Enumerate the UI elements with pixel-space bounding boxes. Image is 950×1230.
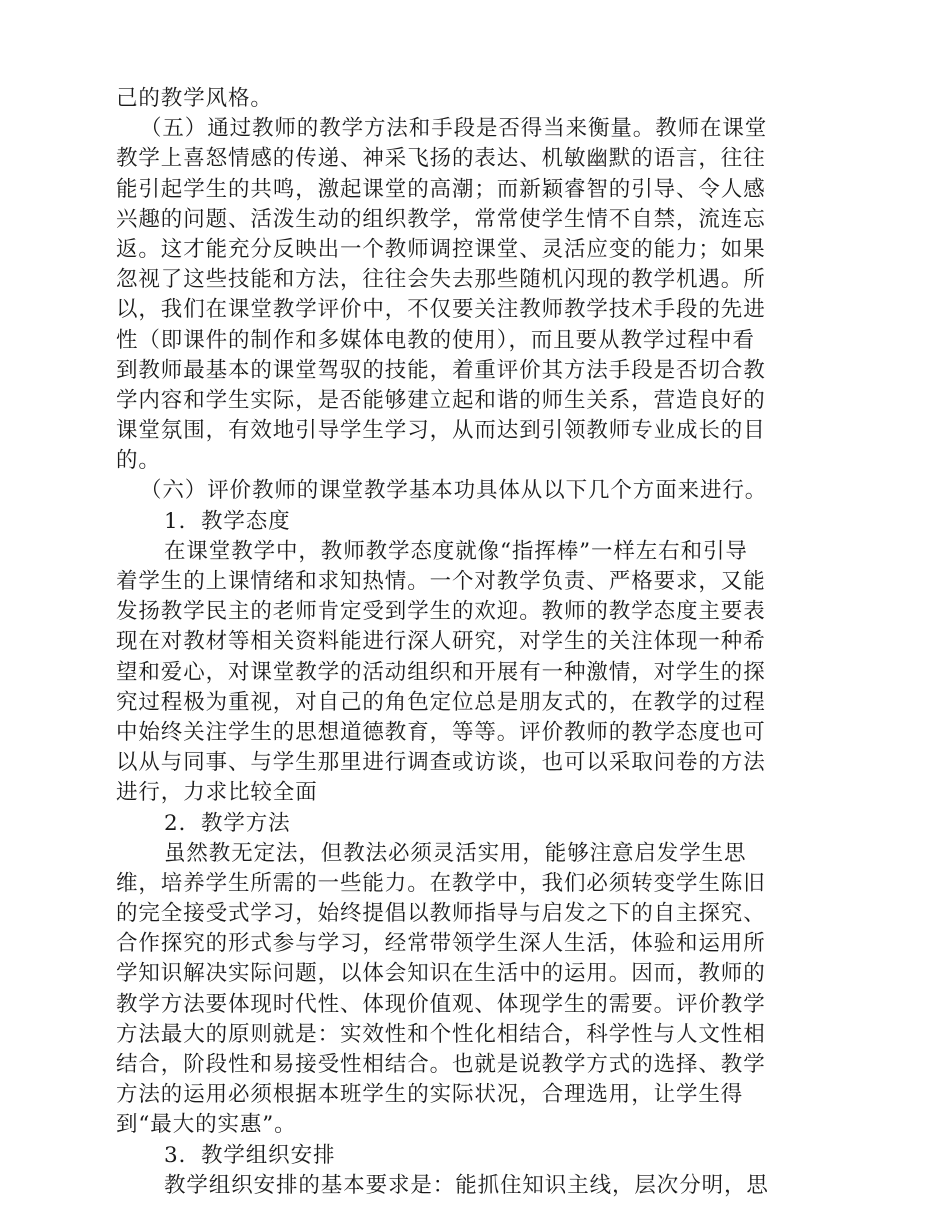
text-line: 能引起学生的共鸣，激起课堂的高潮；而新颖睿智的引导、令人感 [116, 176, 766, 202]
subsection-heading: 3．教学组织安排 [164, 1142, 336, 1168]
text-line: 维，培养学生所需的一些能力。在教学中，我们必须转变学生陈旧 [116, 870, 766, 896]
text-line: 学内容和学生实际，是否能够建立起和谐的师生关系，营造良好的 [116, 387, 766, 413]
text-line: 进行，力求比较全面 [116, 780, 318, 806]
text-line: 的完全接受式学习，始终提倡以教师指导与启发之下的自主探究、 [116, 901, 766, 927]
text-line: 发扬教学民主的老师肯定受到学生的欢迎。教师的教学态度主要表 [116, 599, 766, 625]
text-line: 课堂氛围，有效地引导学生学习，从而达到引领教师专业成长的目 [116, 418, 766, 444]
text-line: 教学方法要体现时代性、体现价值观、体现学生的需要。评价教学 [116, 991, 766, 1017]
text-line: 性（即课件的制作和多媒体电教的使用），而且要从教学过程中看 [116, 327, 755, 353]
paragraph-start-line: 在课堂教学中，教师教学态度就像“指挥棒”一样左右和引导 [164, 538, 748, 564]
text-line: 望和爱心，对课堂教学的活动组织和开展有一种激情，对学生的探 [116, 659, 766, 685]
text-line: 现在对教材等相关资料能进行深人研究，对学生的关注体现一种希 [116, 629, 766, 655]
text-line: 方法最大的原则就是：实效性和个性化相结合，科学性与人文性相 [116, 1021, 766, 1047]
text-line: 的。 [116, 448, 161, 474]
text-line: 教学上喜怒情感的传递、神采飞扬的表达、机敏幽默的语言，往往 [116, 146, 766, 172]
subsection-heading: 2．教学方法 [164, 810, 291, 836]
text-line: 兴趣的问题、活泼生动的组织教学，常常使学生情不自禁，流连忘 [116, 206, 766, 232]
text-line: 己的教学风格。 [116, 86, 273, 111]
paragraph-start-line: 教学组织安排的基本要求是：能抓住知识主线，层次分明，思 [164, 1172, 769, 1198]
paragraph-start-line: 虽然教无定法，但教法必须灵活实用，能够注意启发学生思 [164, 840, 747, 866]
text-line: 合作探究的形式参与学习，经常带领学生深人生活，体验和运用所 [116, 931, 766, 957]
text-line: 究过程极为重视，对自己的角色定位总是朋友式的，在教学的过程 [116, 689, 766, 715]
text-line: 返。这才能充分反映出一个教师调控课堂、灵活应变的能力；如果 [116, 236, 766, 262]
text-line: 方法的运用必须根据本班学生的实际状况，合理选用，让学生得 [116, 1082, 744, 1108]
text-line: 以从与同事、与学生那里进行调查或访谈，也可以采取问卷的方法 [116, 750, 766, 776]
body-text [116, 84, 836, 1201]
text-line: 着学生的上课情绪和求知热情。一个对教学负责、严格要求，又能 [116, 569, 766, 594]
text-line: 到“最大的实惠”。 [116, 1112, 297, 1138]
subsection-heading: 1．教学态度 [164, 508, 291, 534]
text-line: 中始终关注学生的思想道德教育，等等。评价教师的教学态度也可 [116, 719, 766, 745]
text-line: 忽视了这些技能和方法，往往会失去那些随机闪现的教学机遇。所 [116, 267, 766, 293]
text-line: 到教师最基本的课堂驾驭的技能，着重评价其方法手段是否切合教 [116, 357, 766, 383]
section-heading: （六）评价教师的课堂教学基本功具体从以下几个方面来进行。 [140, 478, 768, 504]
paragraph-start-line: （五）通过教师的教学方法和手段是否得当来衡量。教师在课堂 [140, 116, 768, 142]
text-line: 以，我们在课堂教学评价中，不仅要关注教师教学技术手段的先进 [116, 297, 766, 323]
text-line: 结合，阶段性和易接受性相结合。也就是说教学方式的选择、教学 [116, 1052, 766, 1077]
text-line: 学知识解决实际问题，以体会知识在生活中的运用。因而，教师的 [116, 961, 766, 987]
